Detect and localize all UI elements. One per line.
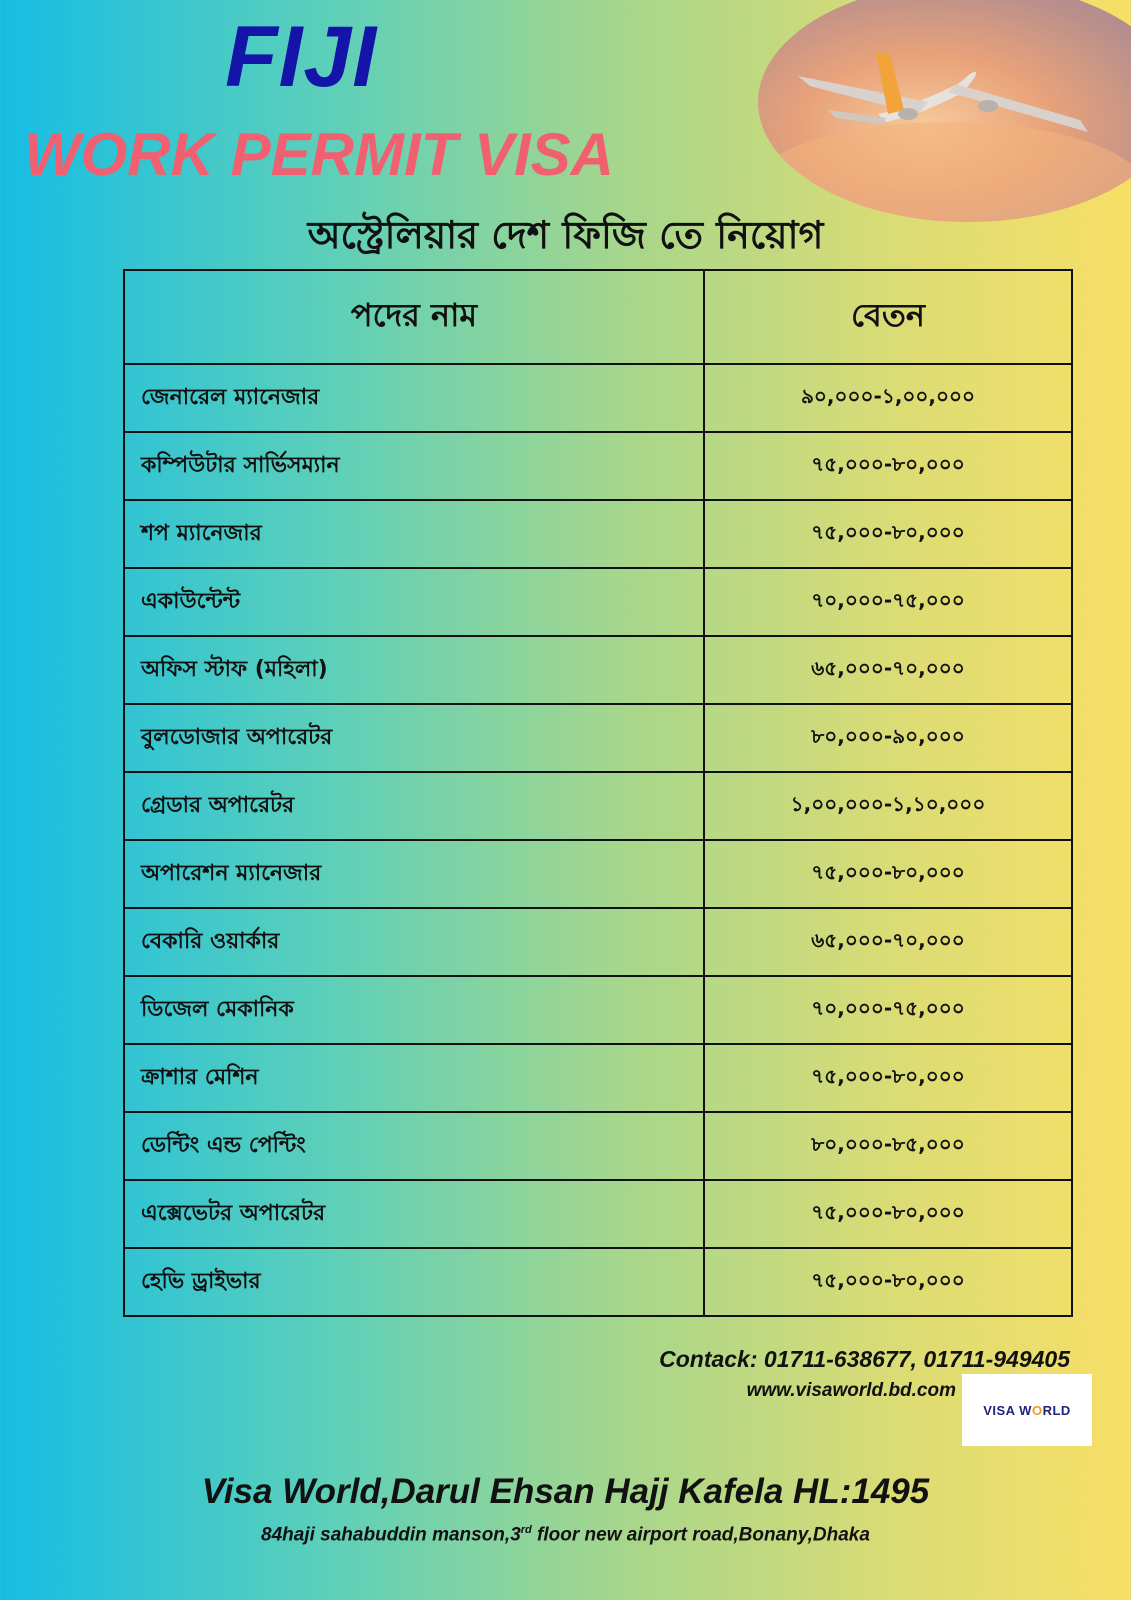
country-title: FIJI (225, 9, 378, 105)
page-subtitle: অস্ট্রেলিয়ার দেশ ফিজি তে নিয়োগ (307, 213, 824, 257)
position-cell: ডেন্টিং এন্ড পেন্টিং (124, 1112, 704, 1180)
salary-cell: ৮০,০০০-৯০,০০০ (704, 704, 1072, 772)
address-superscript: rd (520, 1524, 532, 1536)
salary-cell: ৯০,০০০-১,০০,০০০ (704, 364, 1072, 432)
table-row (124, 976, 1072, 1044)
position-cell: বুলডোজার অপারেটর (124, 704, 704, 772)
salary-table (123, 269, 1073, 1317)
position-cell: জেনারেল ম্যানেজার (124, 364, 704, 432)
salary-cell: ৭৫,০০০-৮০,০০০ (704, 840, 1072, 908)
visa-world-logo (962, 1374, 1092, 1446)
address-line-start: 84haji sahabuddin manson,3 (261, 1524, 521, 1546)
salary-cell: ৮০,০০০-৮৫,০০০ (704, 1112, 1072, 1180)
table-row (124, 636, 1072, 704)
table-row (124, 432, 1072, 500)
company-name: Visa World,Darul Ehsan Hajj Kafela HL:1495 (201, 1472, 930, 1511)
table-row (124, 1248, 1072, 1316)
position-cell: ক্রাশার মেশিন (124, 1044, 704, 1112)
column-header-position: পদের নাম (124, 270, 704, 364)
salary-cell: ৭৫,০০০-৮০,০০০ (704, 1180, 1072, 1248)
salary-cell: ৭৫,০০০-৮০,০০০ (704, 500, 1072, 568)
table-row (124, 364, 1072, 432)
logo-text-part2: RLD (1042, 1402, 1071, 1418)
position-cell: অপারেশন ম্যানেজার (124, 840, 704, 908)
table-row (124, 908, 1072, 976)
company-address (0, 1524, 1131, 1546)
logo-text-part1: VISA W (983, 1402, 1032, 1418)
position-cell: কম্পিউটার সার্ভিসম্যান (124, 432, 704, 500)
position-cell: শপ ম্যানেজার (124, 500, 704, 568)
table-header-row (124, 270, 1072, 364)
position-cell: এক্সেভেটর অপারেটর (124, 1180, 704, 1248)
salary-cell: ৭০,০০০-৭৫,০০০ (704, 976, 1072, 1044)
position-cell: ডিজেল মেকানিক (124, 976, 704, 1044)
address-line-end: floor new airport road,Bonany,Dhaka (531, 1524, 870, 1546)
salary-cell: ৬৫,০০০-৭০,০০০ (704, 908, 1072, 976)
visa-type-title: WORK PERMIT VISA (24, 121, 615, 188)
position-cell: হেভি ড্রাইভার (124, 1248, 704, 1316)
table-row (124, 1112, 1072, 1180)
salary-cell: ৭০,০০০-৭৫,০০০ (704, 568, 1072, 636)
logo-text-accent: O (1031, 1402, 1043, 1418)
salary-cell: ৭৫,০০০-৮০,০০০ (704, 432, 1072, 500)
table-row (124, 1180, 1072, 1248)
salary-cell: ৭৫,০০০-৮০,০০০ (704, 1248, 1072, 1316)
website-link[interactable]: www.visaworld.bd.com (746, 1380, 956, 1401)
table-row (124, 500, 1072, 568)
table-row (124, 840, 1072, 908)
airplane-icon (758, 0, 1131, 222)
table-row (124, 772, 1072, 840)
salary-cell: ৬৫,০০০-৭০,০০০ (704, 636, 1072, 704)
table-row (124, 568, 1072, 636)
contact-phones: Contack: 01711-638677, 01711-949405 (659, 1346, 1070, 1372)
salary-cell: ৭৫,০০০-৮০,০০০ (704, 1044, 1072, 1112)
salary-cell: ১,০০,০০০-১,১০,০০০ (704, 772, 1072, 840)
table-row (124, 704, 1072, 772)
position-cell: অফিস স্টাফ (মহিলা) (124, 636, 704, 704)
position-cell: একাউন্টেন্ট (124, 568, 704, 636)
logo-text (983, 1403, 1071, 1418)
position-cell: বেকারি ওয়ার্কার (124, 908, 704, 976)
position-cell: গ্রেডার অপারেটর (124, 772, 704, 840)
column-header-salary: বেতন (704, 270, 1072, 364)
airplane-image (758, 0, 1131, 222)
table-row (124, 1044, 1072, 1112)
